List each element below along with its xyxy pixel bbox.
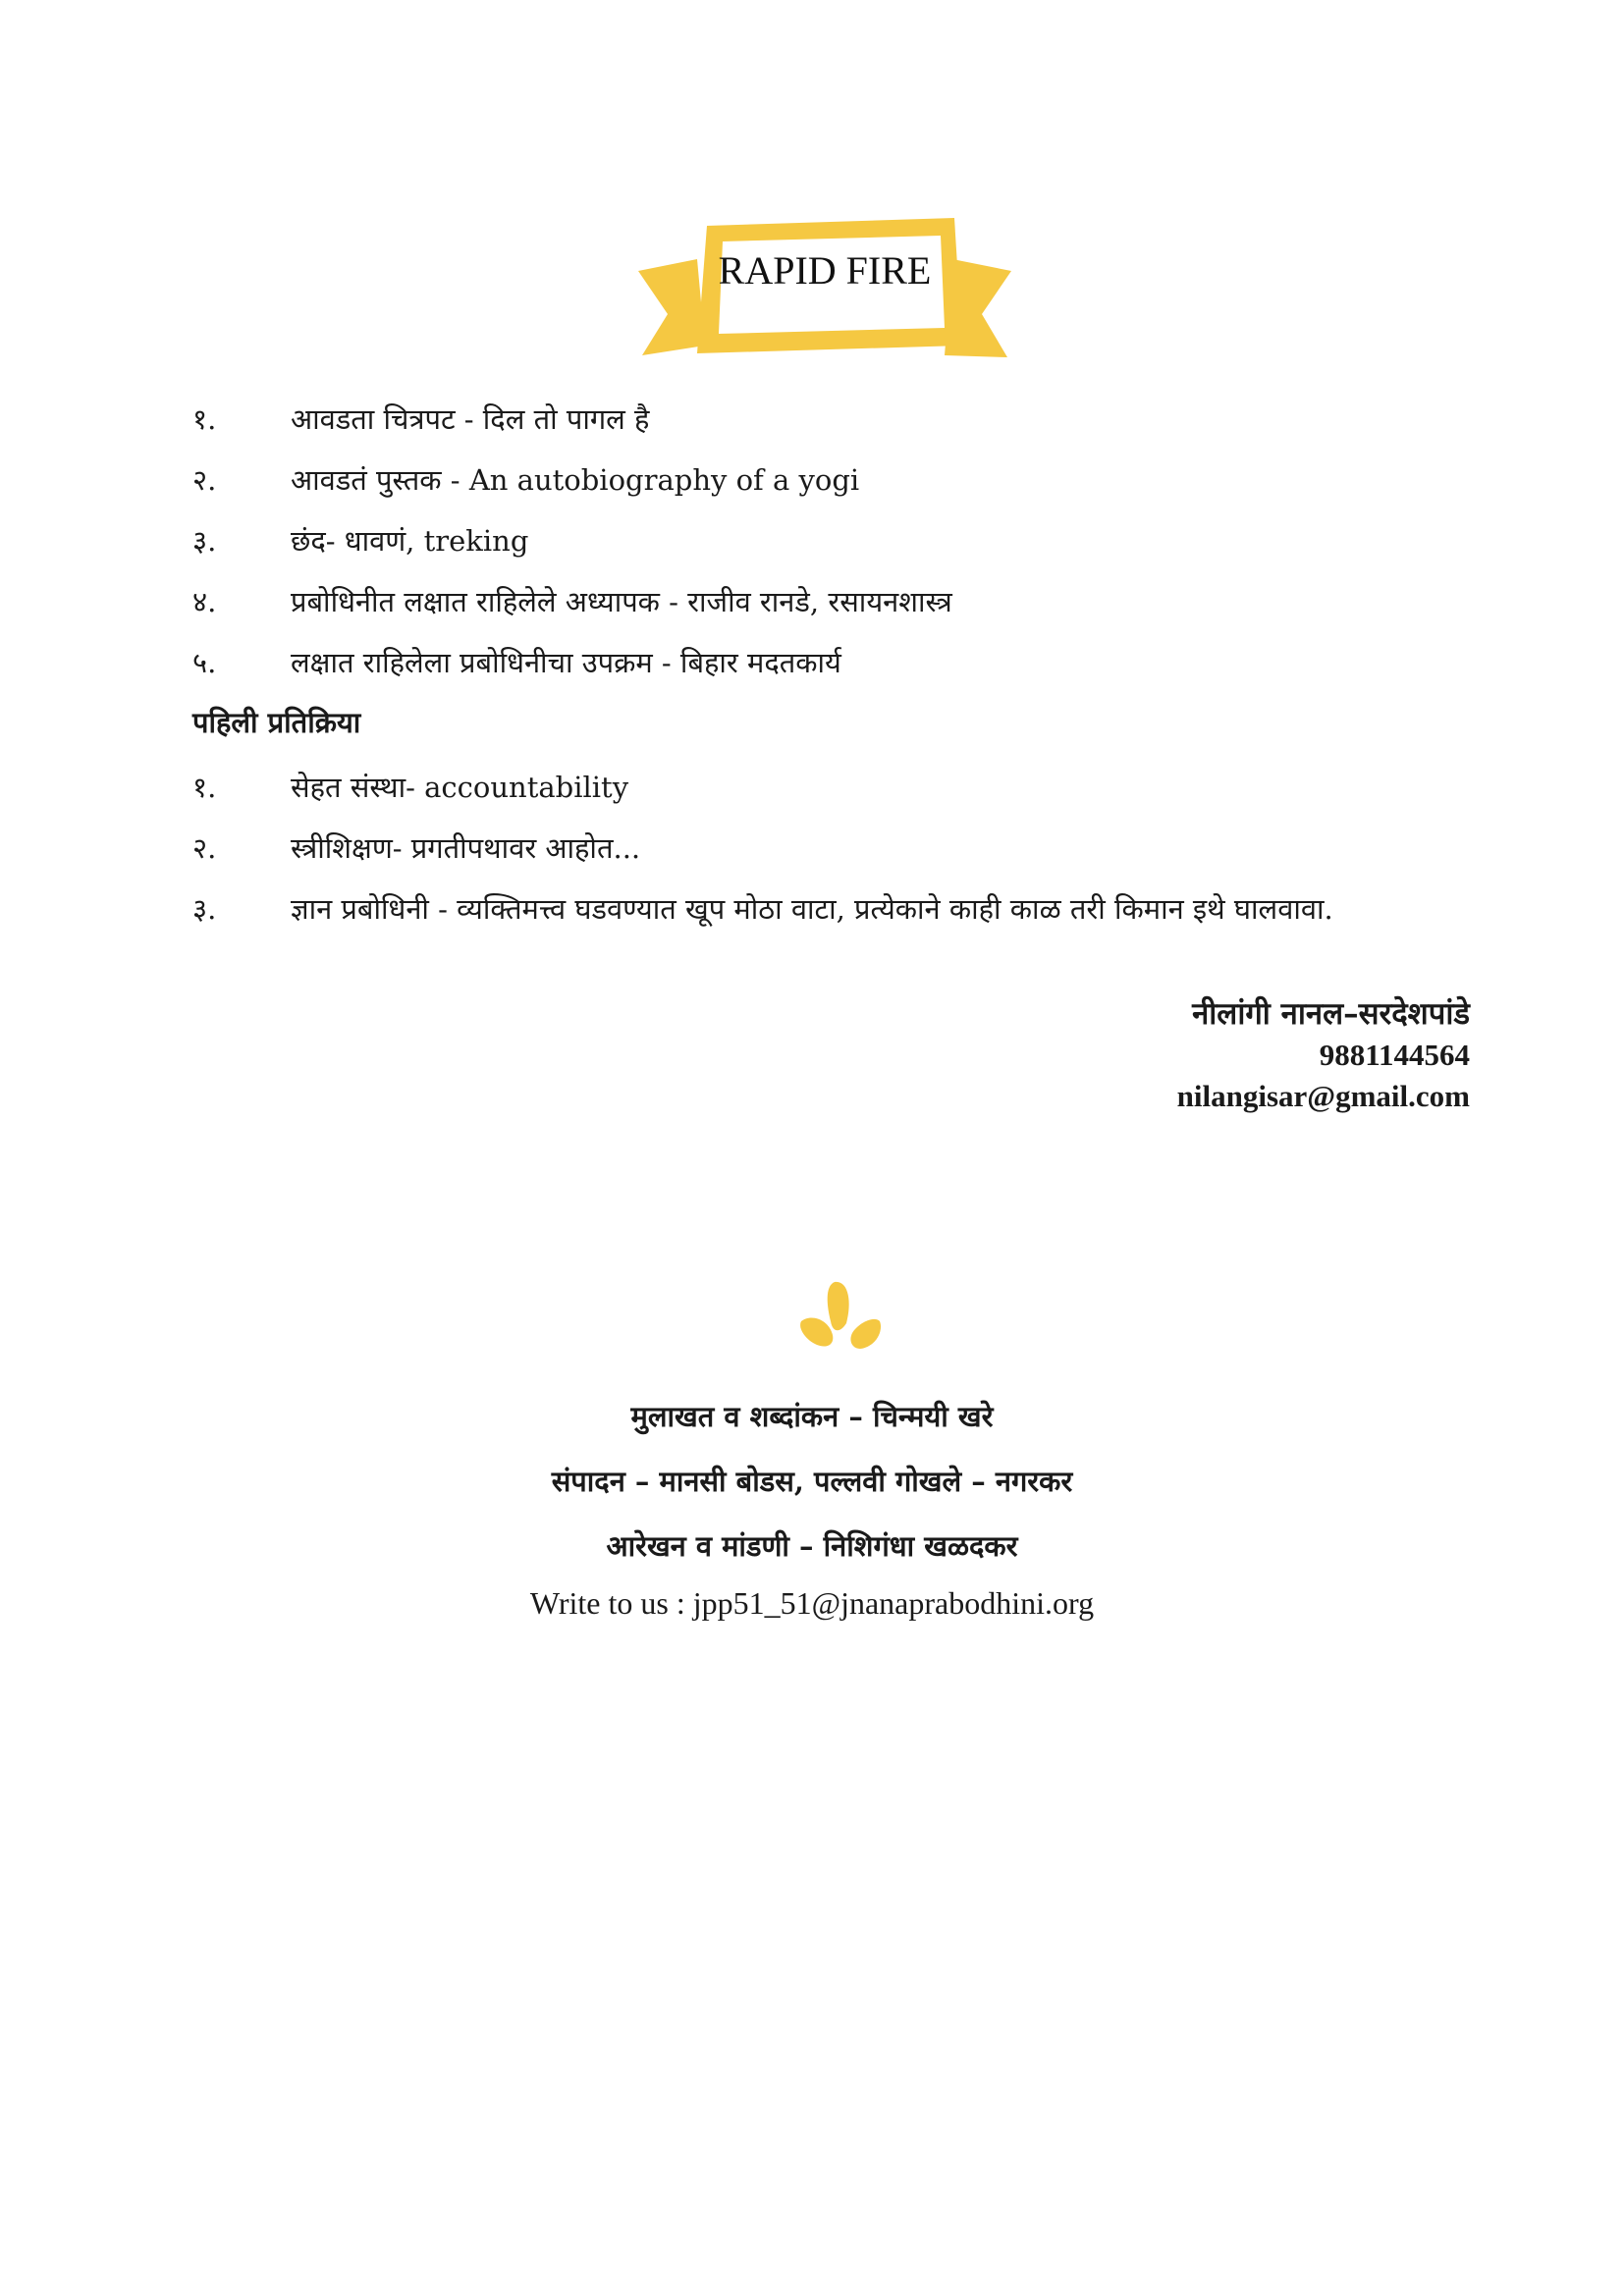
contact-name: नीलांगी नानल–सरदेशपांडे (1192, 996, 1470, 1032)
contact-block (1177, 993, 1470, 1117)
write-to-us[interactable]: Write to us : jpp51_51@jnanaprabodhini.org (529, 1585, 1095, 1621)
item-number: ४. (192, 584, 217, 618)
first-reaction-heading: पहिली प्रतिक्रिया (192, 706, 361, 739)
item-number: १. (192, 770, 217, 804)
item-text: प्रबोधिनीत लक्षात राहिलेले अध्यापक - राजीव रानडे, रसायनशास्त्र (291, 584, 952, 618)
item-number: २. (192, 830, 217, 865)
item-number: २. (192, 462, 217, 497)
rapid-fire-banner (628, 208, 1021, 365)
item-number: ३. (192, 891, 217, 926)
contact-email[interactable]: nilangisar@gmail.com (1176, 1079, 1470, 1113)
rapid-fire-list (192, 388, 952, 692)
flower-ornament-icon (797, 1278, 886, 1357)
list-item (192, 878, 1333, 938)
list-item (192, 509, 952, 570)
item-text: आवडता चित्रपट - दिल तो पागल है (291, 401, 650, 436)
item-number: ५. (192, 645, 217, 679)
list-item (192, 817, 1333, 878)
item-text: ज्ञान प्रबोधिनी - व्यक्तिमत्त्व घडवण्यात खूप मोठा वाटा, प्रत्येकाने काही काळ तरी किमान इथे घालवावा. (291, 891, 1333, 926)
credit-interview: मुलाखत व शब्दांकन – चिन्मयी खरे (630, 1400, 994, 1433)
item-text: छंद- धावणं, treking (291, 523, 529, 558)
list-item (192, 631, 952, 692)
contact-phone: 9881144564 (1319, 1038, 1470, 1072)
item-number: ३. (192, 523, 217, 558)
credit-design: आरेखन व मांडणी – निशिगंधा खळदकर (606, 1529, 1018, 1563)
credit-editing: संपादन – मानसी बोडस, पल्लवी गोखले – नगरकर (551, 1465, 1073, 1498)
item-number: १. (192, 401, 217, 436)
item-text: लक्षात राहिलेला प्रबोधिनीचा उपक्रम - बिहार मदतकार्य (291, 645, 841, 679)
item-text: स्त्रीशिक्षण- प्रगतीपथावर आहोत... (291, 830, 641, 865)
list-item (192, 449, 952, 509)
first-reaction-list (192, 756, 1333, 938)
list-item (192, 756, 1333, 817)
list-item (192, 388, 952, 449)
item-text: आवडतं पुस्तक - An autobiography of a yogi (291, 462, 860, 497)
banner-title: RAPID FIRE (718, 248, 932, 293)
item-text: सेहत संस्था- accountability (291, 770, 629, 804)
credits-block (0, 1384, 1624, 1628)
list-item (192, 570, 952, 631)
